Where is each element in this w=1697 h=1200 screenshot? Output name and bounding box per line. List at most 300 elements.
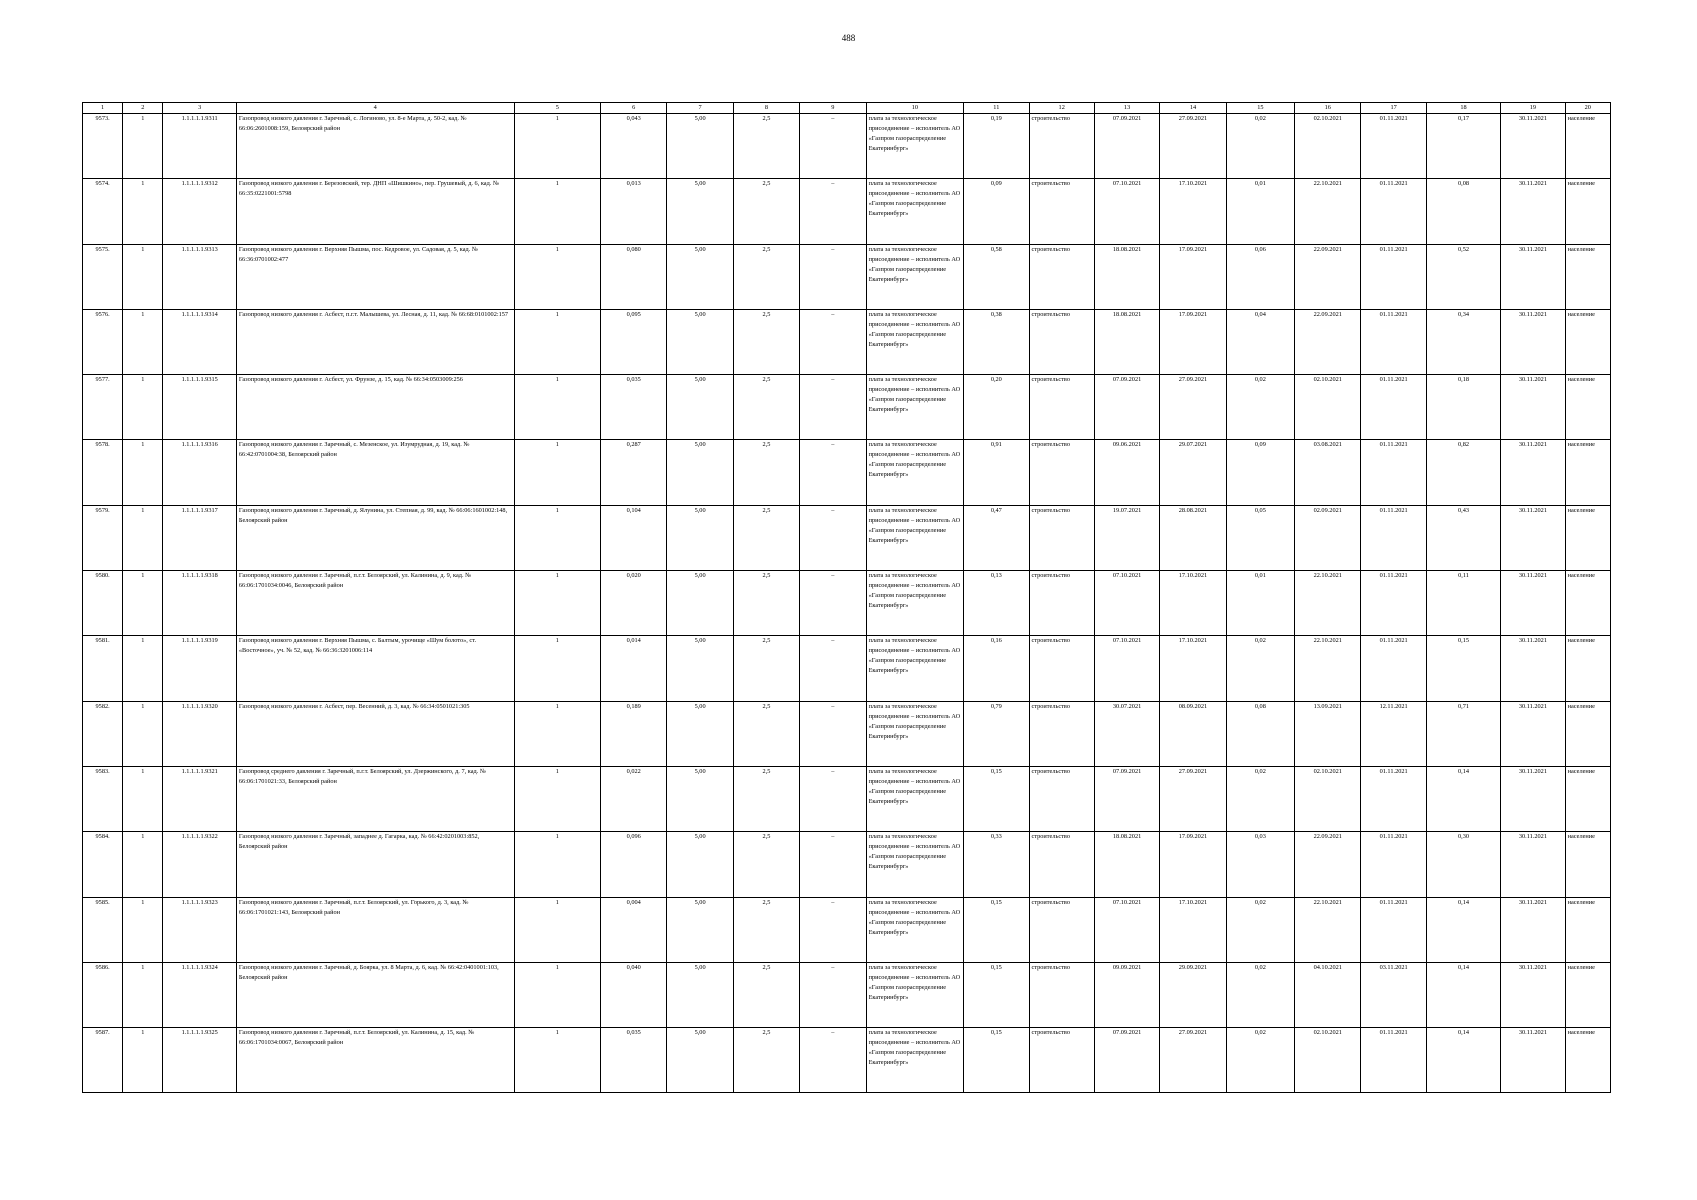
column-8-value: 2,5 — [733, 440, 799, 505]
date-17: 01.11.2021 — [1361, 1028, 1426, 1093]
column-9-value: – — [800, 636, 866, 701]
consumer-category: население — [1565, 244, 1610, 309]
column-15-value: 0,08 — [1226, 701, 1294, 766]
project-code: 1.1.1.1.1.9323 — [163, 897, 236, 962]
funding-source: плата за технологическое присоединение – исполнитель АО «Газпром газораспределение Екатеринбург» — [866, 244, 964, 309]
funding-source: плата за технологическое присоединение – исполнитель АО «Газпром газораспределение Екатеринбург» — [866, 897, 964, 962]
date-19: 30.11.2021 — [1501, 701, 1565, 766]
column-5-value: 1 — [514, 766, 601, 831]
start-date: 09.09.2021 — [1094, 962, 1159, 1027]
consumer-category: население — [1565, 832, 1610, 897]
column-header-18: 18 — [1426, 103, 1500, 114]
column-9-value: – — [800, 505, 866, 570]
column-15-value: 0,04 — [1226, 309, 1294, 374]
funding-source: плата за технологическое присоединение – исполнитель АО «Газпром газораспределение Екатеринбург» — [866, 636, 964, 701]
end-date: 27.09.2021 — [1160, 114, 1226, 179]
date-16: 22.09.2021 — [1295, 309, 1361, 374]
date-17: 01.11.2021 — [1361, 375, 1426, 440]
row-number: 9577. — [83, 375, 123, 440]
date-19: 30.11.2021 — [1501, 636, 1565, 701]
start-date: 07.10.2021 — [1094, 636, 1159, 701]
column-2-value: 1 — [123, 375, 163, 440]
column-header-5: 5 — [514, 103, 601, 114]
column-5-value: 1 — [514, 505, 601, 570]
column-9-value: – — [800, 244, 866, 309]
column-15-value: 0,02 — [1226, 375, 1294, 440]
table-row — [83, 897, 1611, 962]
column-7-value: 5,00 — [667, 571, 733, 636]
start-date: 18.08.2021 — [1094, 309, 1159, 374]
project-code: 1.1.1.1.1.9321 — [163, 766, 236, 831]
date-16: 22.10.2021 — [1295, 897, 1361, 962]
project-code: 1.1.1.1.1.9316 — [163, 440, 236, 505]
length-value: 0,095 — [601, 309, 667, 374]
column-5-value: 1 — [514, 179, 601, 244]
column-7-value: 5,00 — [667, 766, 733, 831]
column-2-value: 1 — [123, 636, 163, 701]
date-17: 01.11.2021 — [1361, 244, 1426, 309]
cost-value: 0,47 — [964, 505, 1029, 570]
table-row — [83, 701, 1611, 766]
column-7-value: 5,00 — [667, 244, 733, 309]
date-16: 22.10.2021 — [1295, 636, 1361, 701]
date-16: 22.10.2021 — [1295, 179, 1361, 244]
length-value: 0,043 — [601, 114, 667, 179]
date-16: 04.10.2021 — [1295, 962, 1361, 1027]
funding-source: плата за технологическое присоединение – исполнитель АО «Газпром газораспределение Екатеринбург» — [866, 766, 964, 831]
consumer-category: население — [1565, 114, 1610, 179]
column-header-17: 17 — [1361, 103, 1426, 114]
consumer-category: население — [1565, 766, 1610, 831]
date-16: 13.09.2021 — [1295, 701, 1361, 766]
column-5-value: 1 — [514, 309, 601, 374]
cost-value: 0,13 — [964, 571, 1029, 636]
end-date: 29.09.2021 — [1160, 962, 1226, 1027]
end-date: 17.09.2021 — [1160, 832, 1226, 897]
project-code: 1.1.1.1.1.9314 — [163, 309, 236, 374]
project-description: Газопровод низкого давления г. Березовский, тер. ДНП «Шишкино», пер. Грушевый, д. 6, кад. № 66:35:0221001:5798 — [236, 179, 514, 244]
column-2-value: 1 — [123, 440, 163, 505]
date-19: 30.11.2021 — [1501, 766, 1565, 831]
length-value: 0,004 — [601, 897, 667, 962]
table-row — [83, 309, 1611, 374]
column-15-value: 0,05 — [1226, 505, 1294, 570]
start-date: 18.08.2021 — [1094, 244, 1159, 309]
table-row — [83, 766, 1611, 831]
column-7-value: 5,00 — [667, 505, 733, 570]
row-number: 9573. — [83, 114, 123, 179]
work-type: строительство — [1029, 114, 1094, 179]
date-16: 02.09.2021 — [1295, 505, 1361, 570]
table-row — [83, 571, 1611, 636]
column-8-value: 2,5 — [733, 636, 799, 701]
column-8-value: 2,5 — [733, 897, 799, 962]
start-date: 07.10.2021 — [1094, 897, 1159, 962]
column-8-value: 2,5 — [733, 571, 799, 636]
column-8-value: 2,5 — [733, 375, 799, 440]
date-17: 01.11.2021 — [1361, 766, 1426, 831]
project-description: Газопровод низкого давления г. Асбест, пер. Весенний, д. 3, кад. № 66:34:0501021:305 — [236, 701, 514, 766]
column-8-value: 2,5 — [733, 244, 799, 309]
column-header-20: 20 — [1565, 103, 1610, 114]
column-7-value: 5,00 — [667, 114, 733, 179]
funding-source: плата за технологическое присоединение – исполнитель АО «Газпром газораспределение Екатеринбург» — [866, 571, 964, 636]
funding-source: плата за технологическое присоединение – исполнитель АО «Газпром газораспределение Екатеринбург» — [866, 375, 964, 440]
consumer-category: население — [1565, 571, 1610, 636]
consumer-category: население — [1565, 309, 1610, 374]
column-8-value: 2,5 — [733, 832, 799, 897]
end-date: 17.09.2021 — [1160, 244, 1226, 309]
column-5-value: 1 — [514, 114, 601, 179]
column-9-value: – — [800, 962, 866, 1027]
column-18-value: 0,14 — [1426, 962, 1500, 1027]
date-16: 02.10.2021 — [1295, 114, 1361, 179]
column-15-value: 0,02 — [1226, 636, 1294, 701]
cost-value: 0,20 — [964, 375, 1029, 440]
column-header-7: 7 — [667, 103, 733, 114]
column-8-value: 2,5 — [733, 505, 799, 570]
column-18-value: 0,34 — [1426, 309, 1500, 374]
column-15-value: 0,03 — [1226, 832, 1294, 897]
date-17: 01.11.2021 — [1361, 179, 1426, 244]
column-15-value: 0,02 — [1226, 897, 1294, 962]
start-date: 07.09.2021 — [1094, 766, 1159, 831]
funding-source: плата за технологическое присоединение – исполнитель АО «Газпром газораспределение Екатеринбург» — [866, 505, 964, 570]
consumer-category: население — [1565, 179, 1610, 244]
column-8-value: 2,5 — [733, 114, 799, 179]
project-code: 1.1.1.1.1.9319 — [163, 636, 236, 701]
date-17: 01.11.2021 — [1361, 571, 1426, 636]
column-9-value: – — [800, 832, 866, 897]
date-17: 01.11.2021 — [1361, 309, 1426, 374]
date-16: 22.09.2021 — [1295, 832, 1361, 897]
column-2-value: 1 — [123, 1028, 163, 1093]
project-code: 1.1.1.1.1.9311 — [163, 114, 236, 179]
funding-source: плата за технологическое присоединение – исполнитель АО «Газпром газораспределение Екатеринбург» — [866, 309, 964, 374]
date-17: 01.11.2021 — [1361, 505, 1426, 570]
column-18-value: 0,52 — [1426, 244, 1500, 309]
column-8-value: 2,5 — [733, 309, 799, 374]
column-header-6: 6 — [601, 103, 667, 114]
column-9-value: – — [800, 897, 866, 962]
column-15-value: 0,02 — [1226, 114, 1294, 179]
row-number: 9581. — [83, 636, 123, 701]
cost-value: 0,15 — [964, 1028, 1029, 1093]
date-16: 02.10.2021 — [1295, 375, 1361, 440]
column-18-value: 0,43 — [1426, 505, 1500, 570]
project-description: Газопровод низкого давления г. Заречный, западнее д. Гагарка, кад. № 66:42:0201003:852, Белоярский район — [236, 832, 514, 897]
length-value: 0,104 — [601, 505, 667, 570]
column-header-12: 12 — [1029, 103, 1094, 114]
consumer-category: население — [1565, 505, 1610, 570]
column-5-value: 1 — [514, 701, 601, 766]
funding-source: плата за технологическое присоединение – исполнитель АО «Газпром газораспределение Екатеринбург» — [866, 701, 964, 766]
table-row — [83, 244, 1611, 309]
column-2-value: 1 — [123, 309, 163, 374]
consumer-category: население — [1565, 440, 1610, 505]
column-2-value: 1 — [123, 962, 163, 1027]
date-17: 12.11.2021 — [1361, 701, 1426, 766]
table-row — [83, 114, 1611, 179]
column-5-value: 1 — [514, 962, 601, 1027]
funding-source: плата за технологическое присоединение – исполнитель АО «Газпром газораспределение Екатеринбург» — [866, 832, 964, 897]
end-date: 17.10.2021 — [1160, 571, 1226, 636]
column-18-value: 0,14 — [1426, 897, 1500, 962]
length-value: 0,080 — [601, 244, 667, 309]
row-number: 9579. — [83, 505, 123, 570]
column-header-10: 10 — [866, 103, 964, 114]
column-18-value: 0,14 — [1426, 1028, 1500, 1093]
column-18-value: 0,71 — [1426, 701, 1500, 766]
table-row — [83, 636, 1611, 701]
date-16: 22.09.2021 — [1295, 244, 1361, 309]
column-8-value: 2,5 — [733, 962, 799, 1027]
start-date: 07.09.2021 — [1094, 1028, 1159, 1093]
work-type: строительство — [1029, 1028, 1094, 1093]
date-17: 01.11.2021 — [1361, 897, 1426, 962]
column-18-value: 0,82 — [1426, 440, 1500, 505]
length-value: 0,096 — [601, 832, 667, 897]
column-header-1: 1 — [83, 103, 123, 114]
end-date: 17.10.2021 — [1160, 179, 1226, 244]
column-header-13: 13 — [1094, 103, 1159, 114]
project-description: Газопровод низкого давления г. Верхняя Пышма, пос. Кедровое, ул. Садовая, д. 5, кад. № 66:36:0701002:477 — [236, 244, 514, 309]
work-type: строительство — [1029, 309, 1094, 374]
column-header-3: 3 — [163, 103, 236, 114]
row-number: 9576. — [83, 309, 123, 374]
row-number: 9584. — [83, 832, 123, 897]
project-description: Газопровод низкого давления г. Заречный, д. Ялунина, ул. Степная, д. 99, кад. № 66:06:1601002:148, Белоярский район — [236, 505, 514, 570]
date-19: 30.11.2021 — [1501, 1028, 1565, 1093]
consumer-category: население — [1565, 375, 1610, 440]
project-description: Газопровод низкого давления г. Асбест, п.г.т. Малышева, ул. Лесная, д. 11, кад. № 66:68:0101002:157 — [236, 309, 514, 374]
row-number: 9583. — [83, 766, 123, 831]
date-19: 30.11.2021 — [1501, 897, 1565, 962]
length-value: 0,035 — [601, 375, 667, 440]
project-description: Газопровод низкого давления г. Заречный, п.г.т. Белоярский, ул. Горького, д. 3, кад. № 66:06:1701021:143, Белоярский район — [236, 897, 514, 962]
column-15-value: 0,01 — [1226, 179, 1294, 244]
start-date: 07.09.2021 — [1094, 375, 1159, 440]
cost-value: 0,79 — [964, 701, 1029, 766]
row-number: 9582. — [83, 701, 123, 766]
work-type: строительство — [1029, 244, 1094, 309]
table-row — [83, 832, 1611, 897]
end-date: 29.07.2021 — [1160, 440, 1226, 505]
column-2-value: 1 — [123, 571, 163, 636]
column-15-value: 0,09 — [1226, 440, 1294, 505]
column-2-value: 1 — [123, 701, 163, 766]
end-date: 27.09.2021 — [1160, 1028, 1226, 1093]
column-2-value: 1 — [123, 766, 163, 831]
date-19: 30.11.2021 — [1501, 571, 1565, 636]
column-header-19: 19 — [1501, 103, 1565, 114]
column-header-8: 8 — [733, 103, 799, 114]
column-9-value: – — [800, 1028, 866, 1093]
column-15-value: 0,02 — [1226, 766, 1294, 831]
end-date: 08.09.2021 — [1160, 701, 1226, 766]
project-description: Газопровод низкого давления г. Асбест, ул. Фрунзе, д. 15, кад. № 66:34:0503009:256 — [236, 375, 514, 440]
column-8-value: 2,5 — [733, 701, 799, 766]
column-header-9: 9 — [800, 103, 866, 114]
table-row — [83, 440, 1611, 505]
end-date: 17.10.2021 — [1160, 897, 1226, 962]
project-description: Газопровод низкого давления г. Заречный, п.г.т. Белоярский, ул. Калинина, д. 15, кад. № 66:06:1701034:0067, Белоярский район — [236, 1028, 514, 1093]
length-value: 0,189 — [601, 701, 667, 766]
table-row — [83, 1028, 1611, 1093]
project-code: 1.1.1.1.1.9315 — [163, 375, 236, 440]
consumer-category: население — [1565, 897, 1610, 962]
column-header-4: 4 — [236, 103, 514, 114]
row-number: 9578. — [83, 440, 123, 505]
cost-value: 0,58 — [964, 244, 1029, 309]
work-type: строительство — [1029, 505, 1094, 570]
column-9-value: – — [800, 114, 866, 179]
date-16: 02.10.2021 — [1295, 766, 1361, 831]
start-date: 07.10.2021 — [1094, 179, 1159, 244]
length-value: 0,040 — [601, 962, 667, 1027]
column-2-value: 1 — [123, 832, 163, 897]
column-7-value: 5,00 — [667, 897, 733, 962]
date-17: 01.11.2021 — [1361, 114, 1426, 179]
column-18-value: 0,15 — [1426, 636, 1500, 701]
date-19: 30.11.2021 — [1501, 309, 1565, 374]
column-5-value: 1 — [514, 1028, 601, 1093]
column-7-value: 5,00 — [667, 701, 733, 766]
length-value: 0,020 — [601, 571, 667, 636]
row-number: 9580. — [83, 571, 123, 636]
work-type: строительство — [1029, 701, 1094, 766]
length-value: 0,035 — [601, 1028, 667, 1093]
project-description: Газопровод среднего давления г. Заречный, п.г.т. Белоярский, ул. Дзержинского, д. 7, кад. № 66:06:1701021:33, Белоярский район — [236, 766, 514, 831]
length-value: 0,022 — [601, 766, 667, 831]
work-type: строительство — [1029, 375, 1094, 440]
table-body — [83, 114, 1611, 1093]
length-value: 0,013 — [601, 179, 667, 244]
column-header-14: 14 — [1160, 103, 1226, 114]
column-8-value: 2,5 — [733, 1028, 799, 1093]
start-date: 09.06.2021 — [1094, 440, 1159, 505]
column-9-value: – — [800, 309, 866, 374]
project-code: 1.1.1.1.1.9317 — [163, 505, 236, 570]
length-value: 0,287 — [601, 440, 667, 505]
funding-source: плата за технологическое присоединение – исполнитель АО «Газпром газораспределение Екатеринбург» — [866, 114, 964, 179]
work-type: строительство — [1029, 636, 1094, 701]
table-header-row — [83, 103, 1611, 114]
column-5-value: 1 — [514, 375, 601, 440]
row-number: 9586. — [83, 962, 123, 1027]
column-15-value: 0,02 — [1226, 962, 1294, 1027]
column-header-15: 15 — [1226, 103, 1294, 114]
column-2-value: 1 — [123, 114, 163, 179]
end-date: 28.08.2021 — [1160, 505, 1226, 570]
row-number: 9574. — [83, 179, 123, 244]
column-18-value: 0,08 — [1426, 179, 1500, 244]
column-5-value: 1 — [514, 636, 601, 701]
row-number: 9575. — [83, 244, 123, 309]
column-8-value: 2,5 — [733, 179, 799, 244]
column-9-value: – — [800, 179, 866, 244]
end-date: 27.09.2021 — [1160, 766, 1226, 831]
column-7-value: 5,00 — [667, 375, 733, 440]
end-date: 27.09.2021 — [1160, 375, 1226, 440]
project-code: 1.1.1.1.1.9325 — [163, 1028, 236, 1093]
column-header-2: 2 — [123, 103, 163, 114]
length-value: 0,014 — [601, 636, 667, 701]
project-description: Газопровод низкого давления г. Верхняя Пышма, с. Балтым, урочище «Шум болото», ст. «Восточное», уч. № 52, кад. № 66:36:3201006:114 — [236, 636, 514, 701]
column-18-value: 0,14 — [1426, 766, 1500, 831]
work-type: строительство — [1029, 962, 1094, 1027]
column-9-value: – — [800, 571, 866, 636]
date-19: 30.11.2021 — [1501, 179, 1565, 244]
consumer-category: население — [1565, 962, 1610, 1027]
date-19: 30.11.2021 — [1501, 440, 1565, 505]
project-code: 1.1.1.1.1.9322 — [163, 832, 236, 897]
cost-value: 0,16 — [964, 636, 1029, 701]
end-date: 17.09.2021 — [1160, 309, 1226, 374]
page-number: 488 — [841, 33, 856, 43]
start-date: 30.07.2021 — [1094, 701, 1159, 766]
cost-value: 0,15 — [964, 766, 1029, 831]
column-9-value: – — [800, 701, 866, 766]
cost-value: 0,19 — [964, 114, 1029, 179]
date-19: 30.11.2021 — [1501, 832, 1565, 897]
column-9-value: – — [800, 440, 866, 505]
project-code: 1.1.1.1.1.9318 — [163, 571, 236, 636]
table-row — [83, 505, 1611, 570]
start-date: 18.08.2021 — [1094, 832, 1159, 897]
consumer-category: население — [1565, 636, 1610, 701]
cost-value: 0,15 — [964, 897, 1029, 962]
date-19: 30.11.2021 — [1501, 114, 1565, 179]
start-date: 07.09.2021 — [1094, 114, 1159, 179]
column-2-value: 1 — [123, 244, 163, 309]
date-17: 01.11.2021 — [1361, 636, 1426, 701]
project-description: Газопровод низкого давления г. Заречный, п.г.т. Белоярский, ул. Калинина, д. 9, кад. № 66:06:1701034:0046, Белоярский район — [236, 571, 514, 636]
column-18-value: 0,11 — [1426, 571, 1500, 636]
work-type: строительство — [1029, 179, 1094, 244]
consumer-category: население — [1565, 701, 1610, 766]
column-5-value: 1 — [514, 440, 601, 505]
start-date: 07.10.2021 — [1094, 571, 1159, 636]
table-row — [83, 962, 1611, 1027]
funding-source: плата за технологическое присоединение – исполнитель АО «Газпром газораспределение Екатеринбург» — [866, 440, 964, 505]
project-code: 1.1.1.1.1.9313 — [163, 244, 236, 309]
date-19: 30.11.2021 — [1501, 505, 1565, 570]
table-row — [83, 375, 1611, 440]
column-15-value: 0,02 — [1226, 1028, 1294, 1093]
date-16: 02.10.2021 — [1295, 1028, 1361, 1093]
row-number: 9587. — [83, 1028, 123, 1093]
cost-value: 0,91 — [964, 440, 1029, 505]
work-type: строительство — [1029, 440, 1094, 505]
cost-value: 0,38 — [964, 309, 1029, 374]
end-date: 17.10.2021 — [1160, 636, 1226, 701]
funding-source: плата за технологическое присоединение – исполнитель АО «Газпром газораспределение Екатеринбург» — [866, 179, 964, 244]
project-description: Газопровод низкого давления г. Заречный, с. Логиново, ул. 8-е Марта, д. 50-2, кад. № 66:06:2601008:159, Белоярский район — [236, 114, 514, 179]
work-type: строительство — [1029, 897, 1094, 962]
column-2-value: 1 — [123, 505, 163, 570]
column-7-value: 5,00 — [667, 832, 733, 897]
date-16: 03.08.2021 — [1295, 440, 1361, 505]
column-7-value: 5,00 — [667, 1028, 733, 1093]
column-7-value: 5,00 — [667, 309, 733, 374]
work-type: строительство — [1029, 832, 1094, 897]
row-number: 9585. — [83, 897, 123, 962]
column-5-value: 1 — [514, 244, 601, 309]
column-7-value: 5,00 — [667, 179, 733, 244]
funding-source: плата за технологическое присоединение – исполнитель АО «Газпром газораспределение Екатеринбург» — [866, 1028, 964, 1093]
date-17: 01.11.2021 — [1361, 832, 1426, 897]
